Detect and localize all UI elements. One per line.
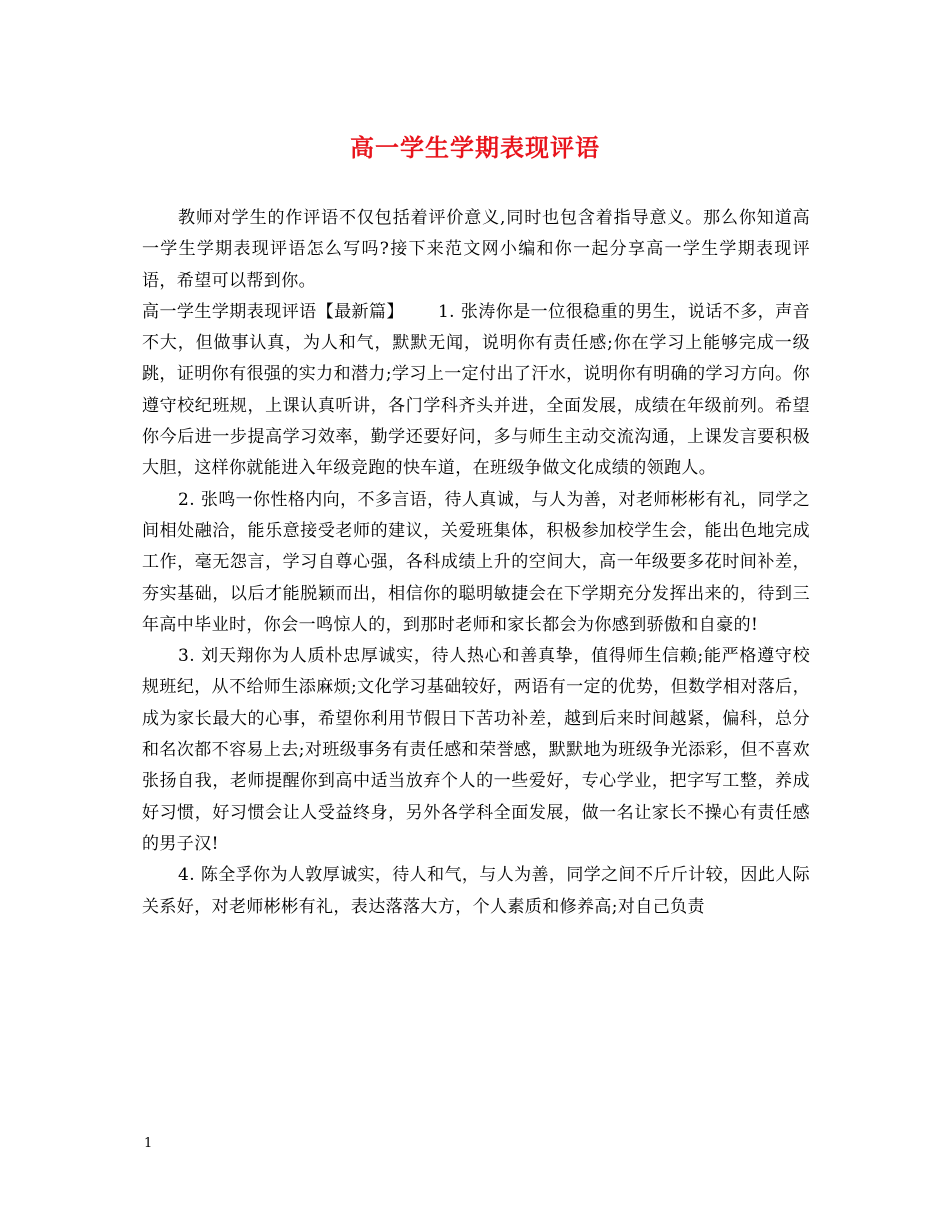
document-body bbox=[142, 203, 810, 923]
intro-paragraph: 教师对学生的作评语不仅包括着评价意义,同时也包含着指导意义。那么你知道高一学生学期表现评语怎么写吗?接下来范文网小编和你一起分享高一学生学期表现评语，希望可以帮到你。 bbox=[142, 208, 810, 291]
item-2: 2. 张鸣一你性格内向，不多言语，待人真诚，与人为善，对老师彬彬有礼，同学之间相处融洽，能乐意接受老师的建议，关爱班集体，积极参加校学生会，能出色地完成工作，毫无怨言，学习自尊心强，各科成绩上升的空间大，高一年级要多花时间补差，夯实基础，以后才能脱颖而出，相信你的聪明敏捷会在下学期充分发挥出来的，待到三年高中毕业时，你会一鸣惊人的，到那时老师和家长都会为你感到骄傲和自豪的! bbox=[142, 489, 810, 635]
item-4: 4. 陈全孚你为人敦厚诚实，待人和气，与人为善，同学之间不斤斤计较，因此人际关系好，对老师彬彬有礼，表达落落大方，个人素质和修养高;对自己负责 bbox=[142, 865, 810, 917]
item-3: 3. 刘天翔你为人质朴忠厚诚实，待人热心和善真挚，值得师生信赖;能严格遵守校规班纪，从不给师生添麻烦;文化学习基础较好，两语有一定的优势，但数学相对落后，成为家长最大的心事，希望你利用节假日下苦功补差，越到后来时间越紧，偏科，总分和名次都不容易上去;对班级事务有责任感和荣誉感，默默地为班级争光添彩，但不喜欢张扬自我，老师提醒你到高中适当放弃个人的一些爱好，专心学业，把字写工整，养成好习惯，好习惯会让人受益终身，另外各学科全面发展，做一名让家长不操心有责任感的男子汉! bbox=[142, 646, 810, 854]
section-heading: 高一学生学期表现评语【最新篇】 bbox=[142, 301, 404, 322]
document-title: 高一学生学期表现评语 bbox=[350, 133, 600, 162]
page-number: 1 bbox=[144, 1136, 153, 1151]
item-1: 1. 张涛你是一位很稳重的男生，说话不多，声音不大，但做事认真，为人和气，默默无闻，说明你有责任感;你在学习上能够完成一级跳，证明你有很强的实力和潜力;学习上一定付出了汗水，说明你有明确的学习方向。你遵守校纪班规，上课认真听讲，各门学科齐头并进，全面发展，成绩在年级前列。希望你今后进一步提高学习效率，勤学还要好问，多与师生主动交流沟通，上课发言要积极大胆，这样你就能进入年级竞跑的快车道，在班级争做文化成绩的领跑人。 bbox=[142, 301, 811, 479]
first-item-paragraph bbox=[142, 297, 810, 485]
